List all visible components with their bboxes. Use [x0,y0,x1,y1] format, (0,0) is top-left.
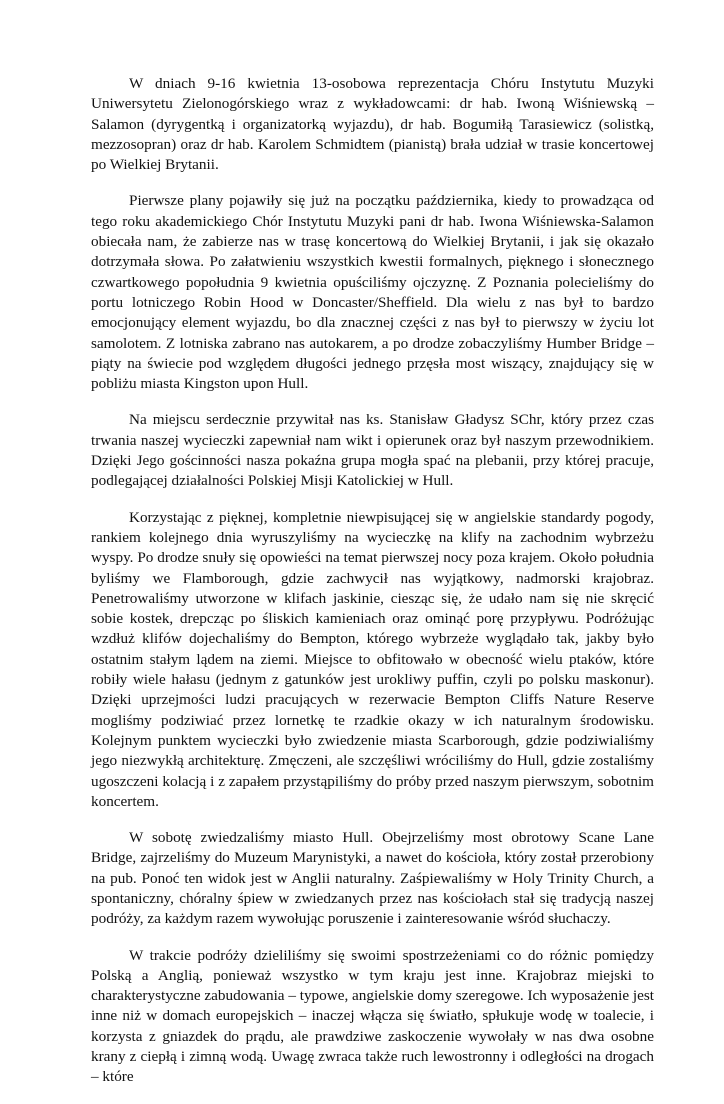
paragraph-3: Na miejscu serdecznie przywitał nas ks. Stanisław Gładysz SChr, który przez czas trwania naszej wycieczki zapewniał nam wikt i opierunek oraz był naszym przewodnikiem. Dzięki Jego gościnności nasza pokaźna grupa mogła spać na plebanii, przy której pracuje, podlegającej działalności Polskiej Misji Katolickiej w Hull. [91,411,654,490]
paragraph-2: Pierwsze plany pojawiły się już na początku października, kiedy to prowadząca od tego roku akademickiego Chór Instytutu Muzyki pani dr hab. Iwona Wiśniewska-Salamon obiecała nam, że zabierze nas w trasę koncertową do Wielkiej Brytanii, i jak się okazało dotrzymała słowa. Po załatwieniu wszystkich kwestii formalnych, pięknego i słonecznego czwartkowego popołudnia 9 kwietnia opuściliśmy ojczyznę. Z Poznania polecieliśmy do portu lotniczego Robin Hood w Doncaster/Sheffield. Dla wielu z nas był to bardzo emocjonujący element wyjazdu, bo dla znacznej części z nas był to pierwszy w życiu lot samolotem. Z lotniska zabrano nas autokarem, a po drodze zobaczyliśmy Humber Bridge – piąty na świecie pod względem długości jednego przęsła most wiszący, znajdujący się w pobliżu miasta Kingston upon Hull. [91,192,654,393]
paragraph-6: W trakcie podróży dzieliliśmy się swoimi spostrzeżeniami co do różnic pomiędzy Polską a Anglią, ponieważ wszystko w tym kraju jest inne. Krajobraz miejski to charakterystyczne zabudowania – typowe, angielskie domy szeregowe. Ich wyposażenie jest inne niż w domach europejskich – inaczej włącza się światło, spłukuje wodę w toalecie, i korzysta z gniazdek do prądu, ale prawdziwe zaskoczenie wywołały w nas dwa osobne krany z ciepłą i zimną wodą. Uwagę zwraca także ruch lewostronny i odległości na drogach – które [91,946,654,1086]
paragraph-5: W sobotę zwiedzaliśmy miasto Hull. Obejrzeliśmy most obrotowy Scane Lane Bridge, zajrzeliśmy do Muzeum Marynistyki, a nawet do kościoła, który został przerobiony na pub. Ponoć ten widok jest w Anglii naturalny. Zaśpiewaliśmy w Holy Trinity Church, a spontaniczny, chóralny śpiew w zwiedzanych przez nas kościołach stał się tradycją naszej podróży, za każdym razem wywołując poruszenie i zainteresowanie wśród słuchaczy. [91,829,654,928]
document-page [91,74,654,1104]
paragraph-1: W dniach 9-16 kwietnia 13-osobowa reprezentacja Chóru Instytutu Muzyki Uniwersytetu Zielonogórskiego wraz z wykładowcami: dr hab. Iwoną Wiśniewską – Salamon (dyrygentką i organizatorką wyjazdu), dr hab. Bogumiłą Tarasiewicz (solistką, mezzosopran) oraz dr hab. Karolem Schmidtem (pianistą) brała udział w trasie koncertowej po Wielkiej Brytanii. [91,75,654,174]
paragraph-4: Korzystając z pięknej, kompletnie niewpisującej się w angielskie standardy pogody, rankiem kolejnego dnia wyruszyliśmy na wycieczkę na klify na zachodnim wybrzeżu wyspy. Po drodze snuły się opowieści na temat pierwszej nocy poza krajem. Około południa byliśmy we Flamborough, gdzie zachwycił nas wyjątkowy, nadmorski krajobraz. Penetrowaliśmy utworzone w klifach jaskinie, ciesząc się, że udało nam się nie skręcić sobie kostek, drepcząc po śliskich kamieniach oraz ominąć porę przypływu. Podróżując wzdłuż klifów dojechaliśmy do Bempton, którego wybrzeże wyglądało tak, jakby było ostatnim stałym lądem na ziemi. Miejsce to obfitowało w obecność wielu ptaków, które robiły wiele hałasu (jednym z gatunków jest urokliwy puffin, czyli po polsku maskonur). Dzięki uprzejmości ludzi pracujących w rezerwacie Bempton Cliffs Nature Reserve mogliśmy podziwiać przez lornetkę te rzadkie okazy w ich naturalnym środowisku. Kolejnym punktem wycieczki było zwiedzenie miasta Scarborough, gdzie podziwialiśmy jego niezwykłą architekturę. Zmęczeni, ale szczęśliwi wróciliśmy do Hull, gdzie zostaliśmy ugoszczeni kolacją i z zapałem przystąpiliśmy do próby przed naszym pierwszym, sobotnim koncertem. [91,508,654,810]
